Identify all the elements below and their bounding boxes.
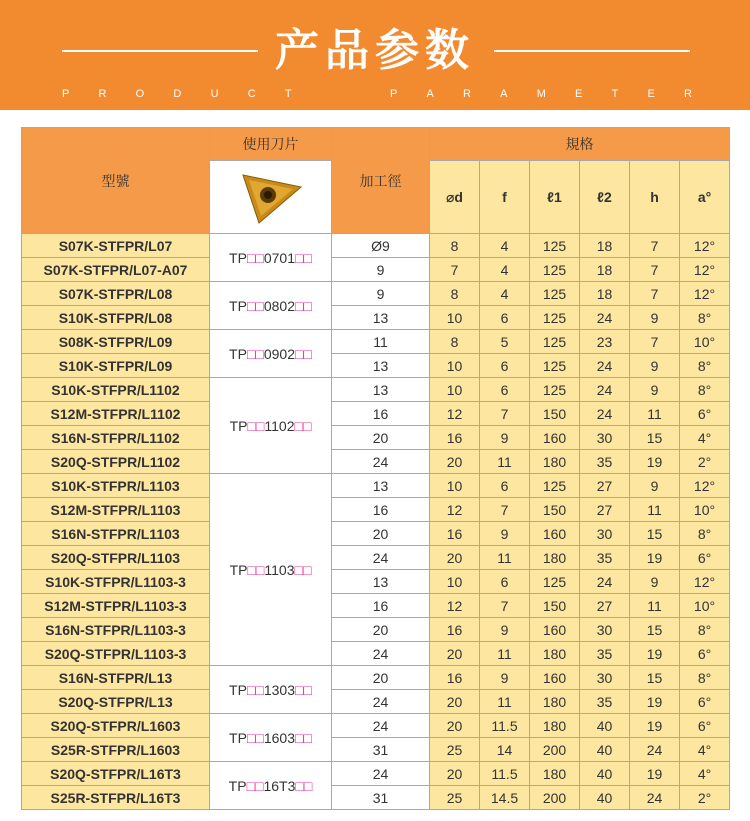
spec-value-h: 11 <box>630 402 680 426</box>
spec-value-l2: 40 <box>580 786 630 810</box>
model-cell: S25R-STFPR/L16T3 <box>22 786 210 810</box>
spec-value-h: 15 <box>630 666 680 690</box>
model-cell: S10K-STFPR/L08 <box>22 306 210 330</box>
spec-value-l2: 30 <box>580 522 630 546</box>
diameter-cell: 24 <box>332 546 430 570</box>
spec-value-a: 4° <box>680 738 730 762</box>
insert-code: 1303 <box>263 681 296 698</box>
insert-code: 0902 <box>263 345 296 362</box>
spec-value-f: 9 <box>480 618 530 642</box>
diameter-cell: 20 <box>332 666 430 690</box>
insert-code-cell <box>210 330 332 378</box>
spec-value-l2: 40 <box>580 738 630 762</box>
placeholder-box: □□ <box>294 417 312 434</box>
spec-value-d: 20 <box>430 762 480 786</box>
spec-value-h: 19 <box>630 450 680 474</box>
spec-value-f: 4 <box>480 258 530 282</box>
spec-value-h: 15 <box>630 426 680 450</box>
placeholder-box: □□ <box>295 777 313 794</box>
diameter-cell: 13 <box>332 570 430 594</box>
insert-image-cell <box>210 161 332 234</box>
spec-value-h: 11 <box>630 498 680 522</box>
diameter-cell: 20 <box>332 426 430 450</box>
spec-value-l2: 30 <box>580 618 630 642</box>
spec-value-d: 8 <box>430 282 480 306</box>
spec-value-a: 8° <box>680 378 730 402</box>
subtitle-letter: P <box>389 88 398 100</box>
spec-value-l2: 35 <box>580 690 630 714</box>
spec-value-d: 16 <box>430 666 480 690</box>
spec-value-l1: 160 <box>530 426 580 450</box>
model-cell: S20Q-STFPR/L13 <box>22 690 210 714</box>
table-row <box>22 402 730 426</box>
model-cell: S10K-STFPR/L1103-3 <box>22 570 210 594</box>
spec-value-a: 6° <box>680 402 730 426</box>
model-cell: S20Q-STFPR/L16T3 <box>22 762 210 786</box>
spec-value-l1: 160 <box>530 666 580 690</box>
diameter-cell: 11 <box>332 330 430 354</box>
spec-value-f: 4 <box>480 234 530 258</box>
placeholder-box: □□ <box>246 297 264 314</box>
insert-code: 0701 <box>263 249 296 266</box>
spec-value-l1: 180 <box>530 714 580 738</box>
spec-value-d: 10 <box>430 378 480 402</box>
diameter-cell: 13 <box>332 306 430 330</box>
diameter-cell: 16 <box>332 498 430 522</box>
spec-value-f: 9 <box>480 522 530 546</box>
spec-value-h: 15 <box>630 522 680 546</box>
placeholder-box: □□ <box>247 417 265 434</box>
placeholder-box: □□ <box>295 729 312 746</box>
diameter-cell: 24 <box>332 762 430 786</box>
subtitle-letter: A <box>426 88 434 100</box>
header-spec: 規格 <box>430 128 730 161</box>
table-row <box>22 546 730 570</box>
spec-value-l1: 200 <box>530 738 580 762</box>
banner-title: 产品参数 <box>275 25 475 76</box>
spec-column-header: f <box>480 161 530 234</box>
spec-value-d: 16 <box>430 426 480 450</box>
spec-value-d: 10 <box>430 570 480 594</box>
spec-column-header: a° <box>680 161 730 234</box>
spec-value-a: 2° <box>680 786 730 810</box>
placeholder-box: □□ <box>295 297 312 314</box>
spec-value-f: 14 <box>480 738 530 762</box>
spec-value-a: 8° <box>680 618 730 642</box>
spec-value-a: 6° <box>680 690 730 714</box>
insert-code: 1603 <box>263 729 296 746</box>
model-cell: S12M-STFPR/L1103 <box>22 498 210 522</box>
spec-value-a: 8° <box>680 306 730 330</box>
spec-value-l2: 18 <box>580 258 630 282</box>
insert-code-cell <box>210 666 332 714</box>
table-row <box>22 474 730 498</box>
spec-value-h: 9 <box>630 306 680 330</box>
spec-value-a: 8° <box>680 666 730 690</box>
spec-value-a: 8° <box>680 522 730 546</box>
spec-value-h: 9 <box>630 378 680 402</box>
spec-value-f: 11 <box>480 546 530 570</box>
spec-column-header: h <box>630 161 680 234</box>
banner-line-right <box>494 50 690 52</box>
placeholder-box: □□ <box>295 681 312 698</box>
spec-value-l2: 35 <box>580 546 630 570</box>
spec-value-h: 7 <box>630 282 680 306</box>
spec-value-l1: 160 <box>530 618 580 642</box>
placeholder-box: □□ <box>294 561 312 578</box>
table-row <box>22 234 730 258</box>
insert-prefix: TP <box>229 297 247 314</box>
diameter-cell: 24 <box>332 714 430 738</box>
spec-value-h: 11 <box>630 594 680 618</box>
model-cell: S16N-STFPR/L1102 <box>22 426 210 450</box>
spec-value-l1: 180 <box>530 690 580 714</box>
subtitle-letter: E <box>647 88 655 100</box>
diameter-cell: 16 <box>332 402 430 426</box>
spec-value-f: 7 <box>480 594 530 618</box>
spec-value-a: 4° <box>680 426 730 450</box>
spec-value-l2: 35 <box>580 642 630 666</box>
table-row <box>22 570 730 594</box>
spec-value-a: 6° <box>680 714 730 738</box>
spec-value-d: 12 <box>430 402 480 426</box>
subtitle-letter: R <box>98 88 107 100</box>
insert-prefix: TP <box>229 417 248 434</box>
spec-value-f: 11 <box>480 642 530 666</box>
spec-value-l2: 24 <box>580 354 630 378</box>
subtitle-letter: D <box>173 88 182 100</box>
banner-subtitle <box>62 88 692 100</box>
placeholder-box: □□ <box>246 777 264 794</box>
spec-value-a: 6° <box>680 642 730 666</box>
spec-value-d: 25 <box>430 738 480 762</box>
spec-value-f: 6 <box>480 306 530 330</box>
spec-value-l2: 27 <box>580 474 630 498</box>
subtitle-letter: T <box>611 88 619 100</box>
spec-value-f: 14.5 <box>480 786 530 810</box>
subtitle-letter: T <box>284 88 292 100</box>
table-row <box>22 786 730 810</box>
model-cell: S07K-STFPR/L07 <box>22 234 210 258</box>
spec-value-f: 11.5 <box>480 762 530 786</box>
spec-column-header: ℓ1 <box>530 161 580 234</box>
spec-value-f: 6 <box>480 474 530 498</box>
spec-value-d: 10 <box>430 474 480 498</box>
table-row <box>22 714 730 738</box>
spec-value-d: 8 <box>430 234 480 258</box>
spec-value-l2: 24 <box>580 378 630 402</box>
spec-value-d: 10 <box>430 306 480 330</box>
subtitle-letter: O <box>135 88 145 100</box>
spec-value-a: 12° <box>680 570 730 594</box>
spec-value-a: 10° <box>680 594 730 618</box>
spec-value-d: 20 <box>430 642 480 666</box>
table-row <box>22 498 730 522</box>
insert-prefix: TP <box>229 681 247 698</box>
table-row <box>22 258 730 282</box>
spec-value-a: 12° <box>680 282 730 306</box>
table-row <box>22 306 730 330</box>
spec-value-a: 12° <box>680 258 730 282</box>
model-cell: S16N-STFPR/L13 <box>22 666 210 690</box>
spec-value-f: 4 <box>480 282 530 306</box>
spec-value-d: 20 <box>430 690 480 714</box>
header-insert: 使用刀片 <box>210 128 332 161</box>
subtitle-letter: E <box>575 88 583 100</box>
spec-value-l2: 30 <box>580 666 630 690</box>
table-row <box>22 642 730 666</box>
spec-value-h: 9 <box>630 570 680 594</box>
model-cell: S16N-STFPR/L1103 <box>22 522 210 546</box>
spec-value-f: 7 <box>480 498 530 522</box>
insert-prefix: TP <box>229 345 247 362</box>
diameter-cell: 24 <box>332 690 430 714</box>
model-cell: S20Q-STFPR/L1103-3 <box>22 642 210 666</box>
table-row <box>22 762 730 786</box>
spec-value-h: 24 <box>630 738 680 762</box>
spec-value-a: 10° <box>680 498 730 522</box>
insert-code-cell <box>210 762 332 810</box>
spec-value-a: 2° <box>680 450 730 474</box>
model-cell: S20Q-STFPR/L1603 <box>22 714 210 738</box>
spec-value-d: 16 <box>430 522 480 546</box>
placeholder-box: □□ <box>246 729 264 746</box>
insert-prefix: TP <box>228 777 247 794</box>
model-cell: S12M-STFPR/L1102 <box>22 402 210 426</box>
model-cell: S12M-STFPR/L1103-3 <box>22 594 210 618</box>
insert-code-cell <box>210 474 332 666</box>
table-row <box>22 354 730 378</box>
diameter-cell: 9 <box>332 258 430 282</box>
spec-value-a: 12° <box>680 234 730 258</box>
subtitle-letter: M <box>536 88 546 100</box>
spec-value-h: 7 <box>630 258 680 282</box>
spec-value-l2: 24 <box>580 402 630 426</box>
diameter-cell: 24 <box>332 642 430 666</box>
spec-value-f: 11 <box>480 450 530 474</box>
diameter-cell: Ø9 <box>332 234 430 258</box>
spec-value-l1: 150 <box>530 402 580 426</box>
spec-value-l1: 180 <box>530 762 580 786</box>
spec-value-l2: 30 <box>580 426 630 450</box>
insert-code-cell <box>210 714 332 762</box>
placeholder-box: □□ <box>246 249 264 266</box>
spec-value-h: 19 <box>630 714 680 738</box>
insert-code: 16T3 <box>263 777 296 794</box>
spec-value-l2: 18 <box>580 282 630 306</box>
spec-value-d: 12 <box>430 594 480 618</box>
subtitle-gap <box>321 88 361 100</box>
table-row <box>22 378 730 402</box>
header-banner <box>0 0 750 110</box>
subtitle-letter: C <box>247 88 256 100</box>
insert-code-cell <box>210 234 332 282</box>
subtitle-letter: R <box>684 88 692 100</box>
spec-value-f: 11 <box>480 690 530 714</box>
spec-value-l1: 150 <box>530 594 580 618</box>
insert-prefix: TP <box>229 561 248 578</box>
placeholder-box: □□ <box>295 249 312 266</box>
model-cell: S07K-STFPR/L08 <box>22 282 210 306</box>
spec-value-a: 10° <box>680 330 730 354</box>
spec-value-h: 7 <box>630 234 680 258</box>
table-row <box>22 690 730 714</box>
spec-value-h: 19 <box>630 546 680 570</box>
diameter-cell: 13 <box>332 354 430 378</box>
spec-value-l2: 40 <box>580 762 630 786</box>
spec-value-d: 10 <box>430 354 480 378</box>
spec-value-l2: 35 <box>580 450 630 474</box>
spec-value-a: 4° <box>680 762 730 786</box>
insert-code-cell <box>210 282 332 330</box>
spec-value-h: 7 <box>630 330 680 354</box>
diameter-cell: 16 <box>332 594 430 618</box>
spec-value-h: 19 <box>630 690 680 714</box>
diameter-cell: 31 <box>332 738 430 762</box>
spec-value-l1: 160 <box>530 522 580 546</box>
diameter-cell: 13 <box>332 474 430 498</box>
spec-column-header: ℓ2 <box>580 161 630 234</box>
spec-value-h: 19 <box>630 642 680 666</box>
spec-value-f: 9 <box>480 426 530 450</box>
spec-value-l1: 180 <box>530 450 580 474</box>
diameter-cell: 24 <box>332 450 430 474</box>
spec-value-f: 5 <box>480 330 530 354</box>
insert-prefix: TP <box>229 729 247 746</box>
spec-value-f: 7 <box>480 402 530 426</box>
table-row <box>22 738 730 762</box>
table-row <box>22 426 730 450</box>
model-cell: S20Q-STFPR/L1102 <box>22 450 210 474</box>
model-cell: S20Q-STFPR/L1103 <box>22 546 210 570</box>
spec-value-a: 6° <box>680 546 730 570</box>
spec-value-d: 20 <box>430 546 480 570</box>
insert-code: 1102 <box>264 417 295 434</box>
model-cell: S16N-STFPR/L1103-3 <box>22 618 210 642</box>
spec-value-l1: 125 <box>530 306 580 330</box>
spec-value-l2: 27 <box>580 594 630 618</box>
placeholder-box: □□ <box>247 561 265 578</box>
table-row <box>22 522 730 546</box>
spec-value-d: 20 <box>430 450 480 474</box>
spec-value-l1: 125 <box>530 378 580 402</box>
diameter-cell: 13 <box>332 378 430 402</box>
spec-value-d: 25 <box>430 786 480 810</box>
spec-value-d: 16 <box>430 618 480 642</box>
spec-value-f: 9 <box>480 666 530 690</box>
insert-code: 0802 <box>263 297 296 314</box>
spec-value-h: 19 <box>630 762 680 786</box>
model-cell: S07K-STFPR/L07-A07 <box>22 258 210 282</box>
model-cell: S10K-STFPR/L1103 <box>22 474 210 498</box>
spec-value-h: 24 <box>630 786 680 810</box>
spec-value-f: 6 <box>480 354 530 378</box>
spec-value-h: 9 <box>630 354 680 378</box>
spec-value-h: 9 <box>630 474 680 498</box>
spec-value-l2: 24 <box>580 306 630 330</box>
spec-value-l1: 180 <box>530 546 580 570</box>
spec-value-a: 8° <box>680 354 730 378</box>
table-row <box>22 666 730 690</box>
table-row <box>22 450 730 474</box>
spec-value-f: 11.5 <box>480 714 530 738</box>
spec-value-l1: 125 <box>530 258 580 282</box>
header-model: 型號 <box>22 128 210 234</box>
placeholder-box: □□ <box>295 345 312 362</box>
spec-value-l1: 125 <box>530 354 580 378</box>
spec-value-l2: 24 <box>580 570 630 594</box>
model-cell: S25R-STFPR/L1603 <box>22 738 210 762</box>
model-cell: S08K-STFPR/L09 <box>22 330 210 354</box>
spec-value-d: 7 <box>430 258 480 282</box>
spec-value-d: 12 <box>430 498 480 522</box>
spec-value-l1: 200 <box>530 786 580 810</box>
triangular-insert-icon <box>231 167 311 227</box>
table-row <box>22 618 730 642</box>
placeholder-box: □□ <box>246 345 264 362</box>
subtitle-letter: A <box>500 88 508 100</box>
spec-value-l1: 125 <box>530 282 580 306</box>
spec-value-l1: 125 <box>530 330 580 354</box>
spec-value-l1: 125 <box>530 234 580 258</box>
spec-value-l2: 23 <box>580 330 630 354</box>
diameter-cell: 9 <box>332 282 430 306</box>
diameter-cell: 20 <box>332 522 430 546</box>
spec-value-f: 6 <box>480 378 530 402</box>
product-parameter-table <box>21 127 730 810</box>
spec-value-f: 6 <box>480 570 530 594</box>
spec-value-l1: 180 <box>530 642 580 666</box>
model-cell: S10K-STFPR/L1102 <box>22 378 210 402</box>
spec-value-a: 12° <box>680 474 730 498</box>
diameter-cell: 20 <box>332 618 430 642</box>
subtitle-letter: U <box>210 88 219 100</box>
spec-value-l1: 125 <box>530 474 580 498</box>
spec-value-l1: 150 <box>530 498 580 522</box>
spec-value-l2: 27 <box>580 498 630 522</box>
insert-code: 1103 <box>264 561 295 578</box>
spec-value-l1: 125 <box>530 570 580 594</box>
spec-value-d: 8 <box>430 330 480 354</box>
diameter-cell: 31 <box>332 786 430 810</box>
subtitle-letter: P <box>62 88 70 100</box>
insert-code-cell <box>210 378 332 474</box>
spec-value-l2: 18 <box>580 234 630 258</box>
subtitle-letter: R <box>463 88 471 100</box>
placeholder-box: □□ <box>246 681 264 698</box>
model-cell: S10K-STFPR/L09 <box>22 354 210 378</box>
insert-prefix: TP <box>229 249 247 266</box>
table-row <box>22 282 730 306</box>
spec-column-header: ⌀d <box>430 161 480 234</box>
spec-value-l2: 40 <box>580 714 630 738</box>
table-row <box>22 594 730 618</box>
table-row <box>22 330 730 354</box>
spec-value-d: 20 <box>430 714 480 738</box>
spec-value-h: 15 <box>630 618 680 642</box>
header-diameter: 加工徑 <box>332 128 430 234</box>
